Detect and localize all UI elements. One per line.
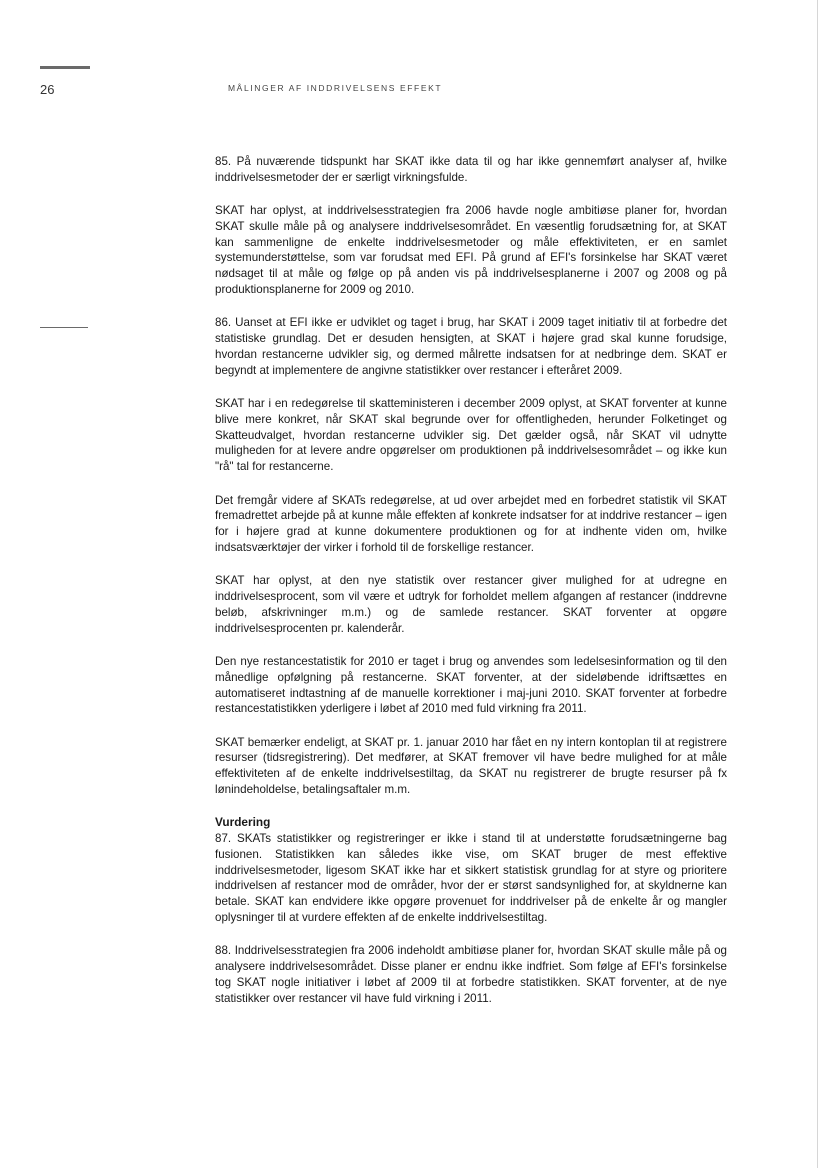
header-rule [40,66,90,69]
paragraph: 87. SKATs statistikker og registreringer er ikke i stand til at understøtte forudsætningerne bag fusionen. Statistikken kan således ikke vise, om SKAT bruger de mest effektive inddrivelsesmetoder, ligesom SKAT ikke har et sikkert statistisk grundlag for at styre og prioritere inddrivelsen af restancer mod de områder, hvor der er størst sandsynlighed for, at skyldnerne kan betale. SKAT kan endvidere ikke opgøre provenuet for inddrivelser på de enkelte år og mangler oplysninger til at vurdere effekten af de enkelte inddrivelsestiltag. [215,832,727,925]
paragraph: SKAT bemærker endeligt, at SKAT pr. 1. januar 2010 har fået en ny intern kontoplan til at registrere resurser (tidsregistrering). Det medfører, at SKAT fremover vil have bedre mulighed for at måle effektiviteten af de enkelte inddrivelsestiltag, da SKAT nu registrerer de brugte resurser på fx lønindeholdelse, betalingsaftaler m.m. [215,735,727,796]
paragraph: SKAT har i en redegørelse til skatteministeren i december 2009 oplyst, at SKAT forventer at kunne blive mere konkret, når SKAT skal begrunde over for offentligheden, herunder Folketinget og Skatteudvalget, hvordan restancerne udvikler sig. Det gælder også, når SKAT vil udnytte muligheden for at levere andre opgørelser om produktionen på inddrivelsesområdet – og ikke kun "rå" tal for restancerne. [215,397,727,474]
page-number: 26 [40,82,55,97]
paragraph: SKAT har oplyst, at den nye statistik over restancer giver mulighed for at udregne en inddrivelsesprocent, som vil være et udtryk for forholdet mellem afgangen af restancer (inddrevne beløb, afskrivninger m.m.) og de samlede restancer. SKAT forventer at opgøre inddrivelsesprocenten pr. kalenderår. [215,574,727,635]
paragraph: Den nye restancestatistik for 2010 er taget i brug og anvendes som ledelsesinformation og til den månedlige opfølgning på restancerne. SKAT forventer, at der sideløbende idriftsættes en automatiseret indtastning af de manuelle korrektioner i maj-juni 2010. SKAT forventer at forbedre restancestatistikken yderligere i løbet af 2010 med fuld virkning fra 2011. [215,654,727,716]
scan-edge-line [817,0,818,1168]
paragraph: Det fremgår videre af SKATs redegørelse, at ud over arbejdet med en forbedret statistik vil SKAT fremadrettet arbejde på at kunne måle effekten af konkrete indsatser for at inddrive restancer – igen for i højere grad at kunne dokumentere produktionen og for at indhente viden om, hvilke indsatsværktøjer der virker i forhold til de forskellige restancer. [215,493,727,554]
margin-mark [40,327,88,328]
paragraph: SKAT har oplyst, at inddrivelsesstrategien fra 2006 havde nogle ambitiøse planer for, hvordan SKAT skulle måle på og analysere inddrivelsesområdet. En væsentlig forudsætning for, at SKAT kan sammenligne de enkelte inddrivelsesmetoder og måle effektiviteten, er en samlet systemunderstøttelse, som var forudsat med EFI. På grund af EFI's forsinkelse har SKAT været nødsaget til at måle og følge op på anden vis på inddrivelsesplanerne i 2007 og 2008 og på produktionsplanerne for 2009 og 2010. [215,204,727,297]
paragraph: 86. Uanset at EFI ikke er udviklet og taget i brug, har SKAT i 2009 taget initiativ til at forbedre det statistiske grundlag. Det er desuden hensigten, at SKAT i højere grad skal kunne forudsige, hvordan restancerne udvikler sig, og dermed målrette indsatsen for at nedbringe dem. SKAT er begyndt at implementere de angivne statistikker over restancer i efteråret 2009. [215,316,727,377]
body-text [215,154,727,1024]
running-title: MÅLINGER AF INDDRIVELSENS EFFEKT [228,83,443,93]
paragraph: 85. På nuværende tidspunkt har SKAT ikke data til og har ikke gennemført analyser af, hvilke inddrivelsesmetoder der er særligt virkningsfulde. [215,155,727,184]
paragraph: 88. Inddrivelsesstrategien fra 2006 indeholdt ambitiøse planer for, hvordan SKAT skulle måle på og analysere inddrivelsesområdet. Disse planer er endnu ikke indfriet. Som følge af EFI's forsinkelse tog SKAT nogle initiativer i løbet af 2009 til at forbedre statistikken. SKAT forventer, at de nye statistikker over restancer vil have fuld virkning i 2011. [215,944,727,1005]
section-heading: Vurdering [215,815,271,830]
